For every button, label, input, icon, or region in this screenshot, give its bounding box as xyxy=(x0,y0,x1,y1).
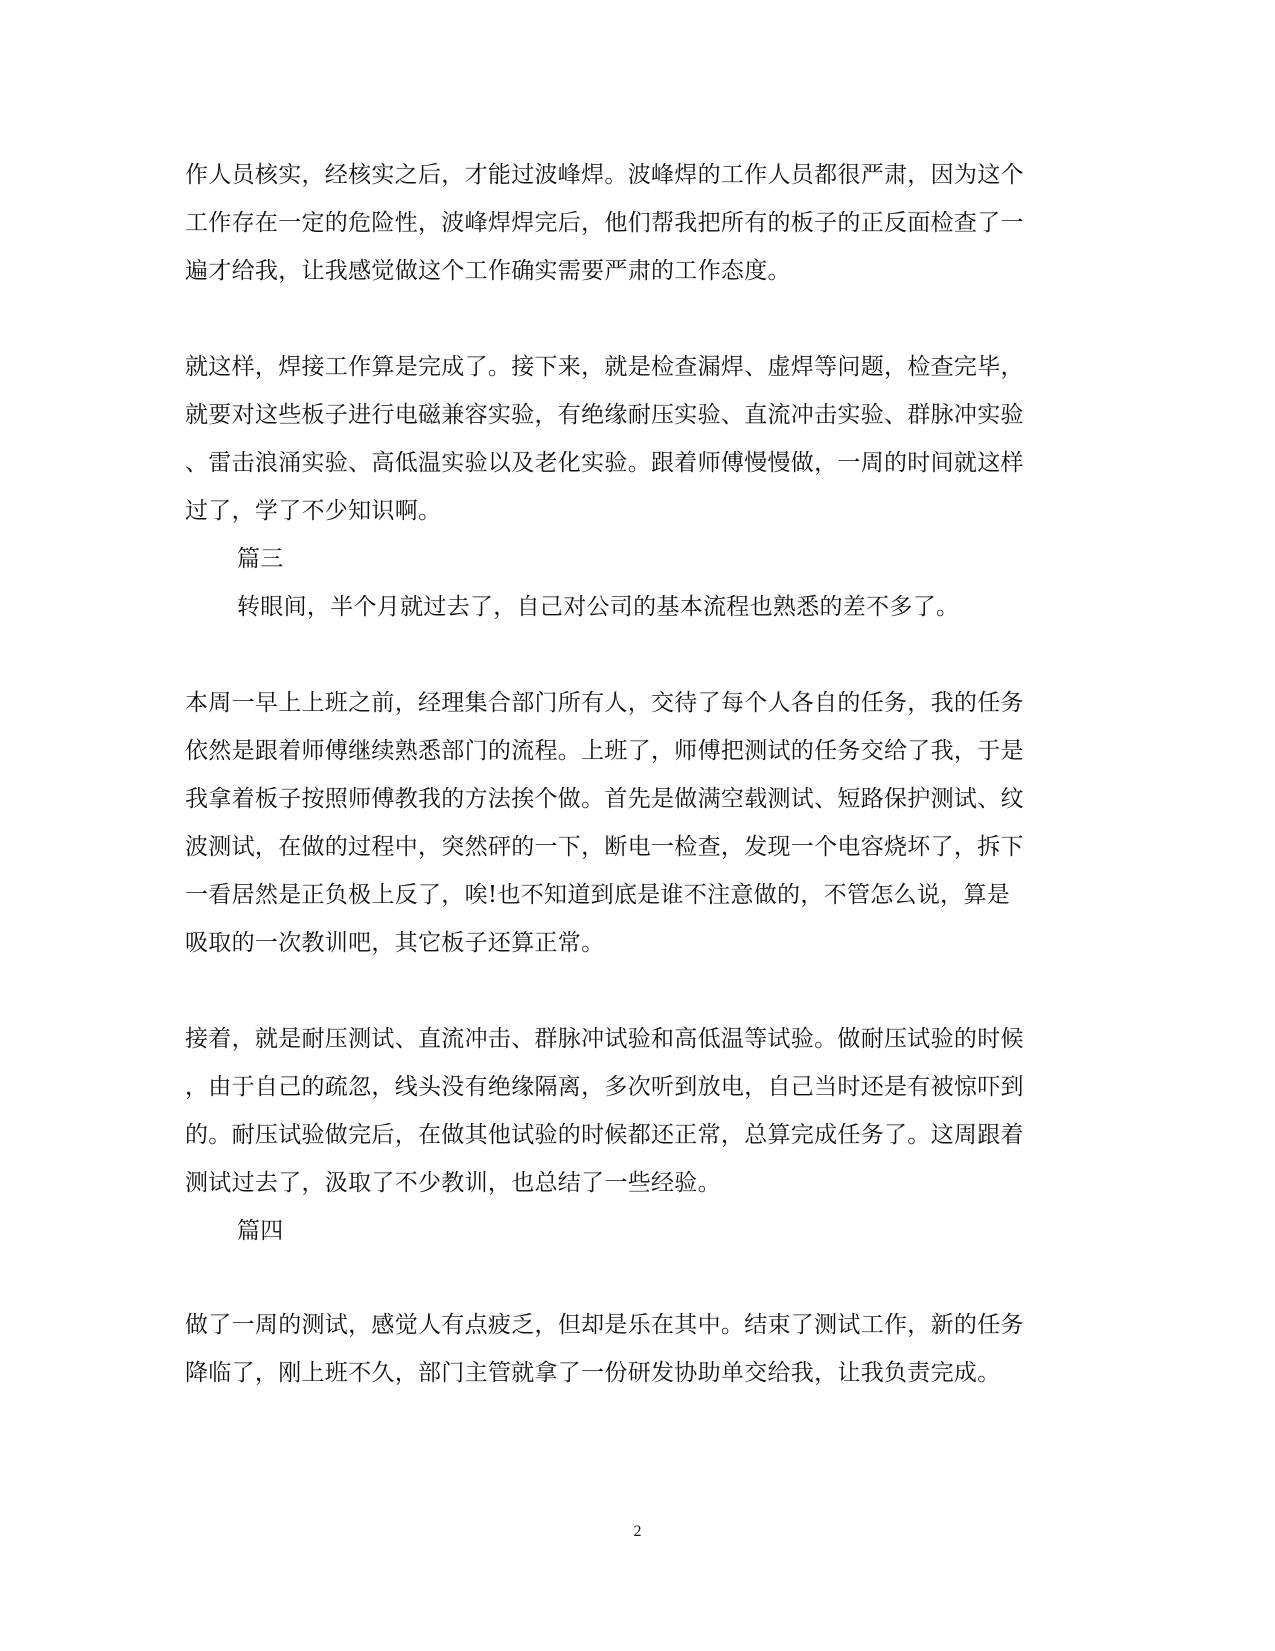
paragraph-line: 过了，学了不少知识啊。 xyxy=(185,498,442,524)
paragraph-line: 依然是跟着师傅继续熟悉部门的流程。上班了，师傅把测试的任务交给了我，于是 xyxy=(185,738,1024,764)
paragraph-line: 降临了，刚上班不久，部门主管就拿了一份研发协助单交给我，让我负责完成。 xyxy=(185,1360,1001,1386)
paragraph-line: 遍才给我，让我感觉做这个工作确实需要严肃的工作态度。 xyxy=(185,258,791,284)
section-heading: 篇四 xyxy=(237,1218,284,1244)
paragraph-line: 转眼间，半个月就过去了，自己对公司的基本流程也熟悉的差不多了。 xyxy=(237,594,960,620)
paragraph-line: ，由于自己的疏忽，线头没有绝缘隔离，多次听到放电，自己当时还是有被惊吓到 xyxy=(185,1074,1024,1100)
paragraph-line: 就这样，焊接工作算是完成了。接下来，就是检查漏焊、虚焊等问题，检查完毕， xyxy=(185,354,1024,380)
paragraph-line: 本周一早上上班之前，经理集合部门所有人，交待了每个人各自的任务，我的任务 xyxy=(185,690,1024,716)
paragraph-line: 就要对这些板子进行电磁兼容实验，有绝缘耐压实验、直流冲击实验、群脉冲实验 xyxy=(185,402,1024,428)
paragraph-line: 接着，就是耐压测试、直流冲击、群脉冲试验和高低温等试验。做耐压试验的时候 xyxy=(185,1026,1024,1052)
section-heading: 篇三 xyxy=(237,546,284,572)
paragraph-line: 的。耐压试验做完后，在做其他试验的时候都还正常，总算完成任务了。这周跟着 xyxy=(185,1122,1024,1148)
paragraph-line: 、雷击浪涌实验、高低温实验以及老化实验。跟着师傅慢慢做，一周的时间就这样 xyxy=(185,450,1024,476)
paragraph-line: 工作存在一定的危险性，波峰焊焊完后，他们帮我把所有的板子的正反面检查了一 xyxy=(185,210,1024,236)
paragraph-line: 吸取的一次教训吧，其它板子还算正常。 xyxy=(185,930,605,956)
paragraph-line: 作人员核实，经核实之后，才能过波峰焊。波峰焊的工作人员都很严肃，因为这个 xyxy=(185,162,1024,188)
paragraph-line: 测试过去了，汲取了不少教训，也总结了一些经验。 xyxy=(185,1170,721,1196)
page-number: 2 xyxy=(633,1523,642,1540)
paragraph-line: 波测试，在做的过程中，突然砰的一下，断电一检查，发现一个电容烧坏了，拆下 xyxy=(185,834,1024,860)
paragraph-line: 我拿着板子按照师傅教我的方法挨个做。首先是做满空载测试、短路保护测试、纹 xyxy=(185,786,1024,812)
paragraph-line: 做了一周的测试，感觉人有点疲乏，但却是乐在其中。结束了测试工作，新的任务 xyxy=(185,1312,1024,1338)
paragraph-line: 一看居然是正负极上反了，唉!也不知道到底是谁不注意做的，不管怎么说，算是 xyxy=(185,882,1011,908)
